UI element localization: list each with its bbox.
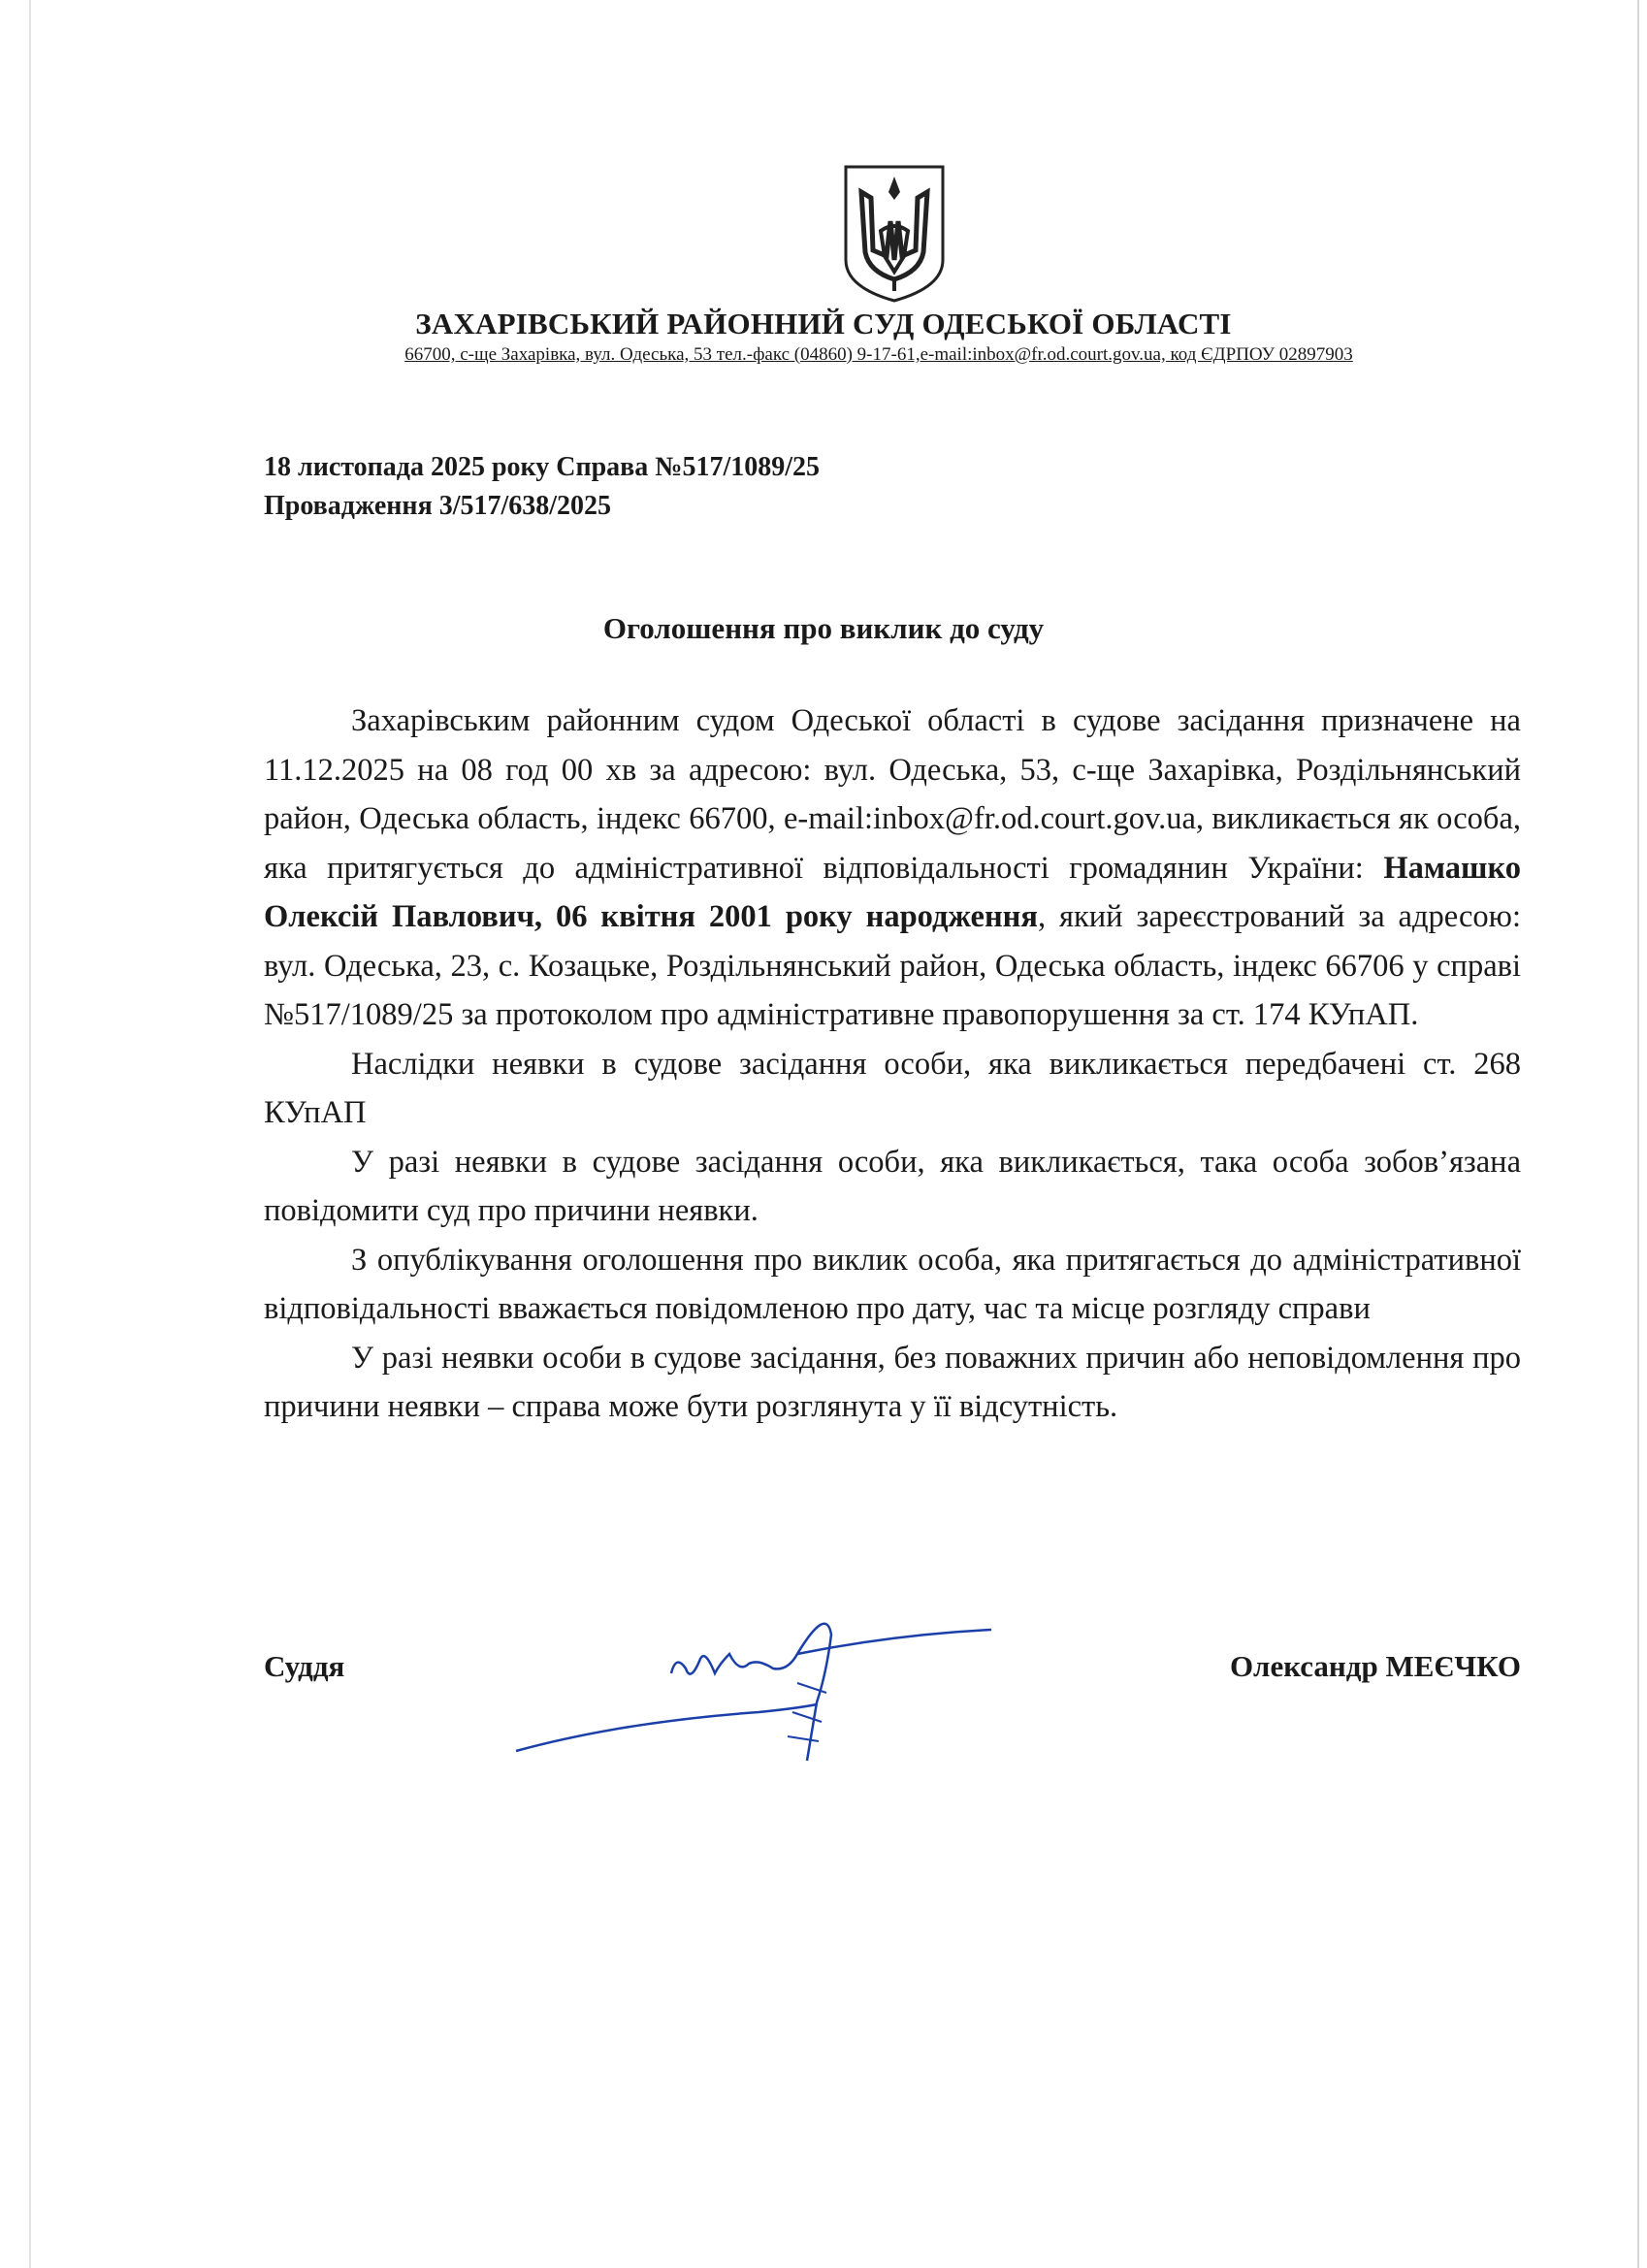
defendant-name: Намашко Олексій Павлович, 06 квітня 2001 року народження: [264, 850, 1521, 934]
handwritten-signature: [506, 1615, 1011, 1780]
summons-text-cont: , який зареєстрований за адресою: вул. Одеська, 23, с. Козацьке, Роздільнянський район, Одеська область, індекс 66706 у справі №517/1089/25 за протоколом про адміністративне правопорушення за ст. 174 КУпАП.: [264, 899, 1521, 1032]
paragraph-consequences: Наслідки неявки в судове засідання особи, яка викликається передбачені ст. 268 КУпАП: [264, 1046, 1521, 1130]
proceeding-number: Провадження 3/517/638/2025: [264, 491, 612, 521]
court-address: 66700, с-ще Захарівка, вул. Одеська, 53 тел.-факс (04860) 9-17-61,e-mail:inbox@fr.od.court.gov.ua, код ЄДРПОУ 02897903: [404, 344, 1353, 365]
judge-label: Суддя: [264, 1649, 345, 1683]
paragraph-publication: З опублікування оголошення про виклик особа, яка притягається до адміністративної відповідальності вважається повідомленою про дату, час та місце розгляду справи: [264, 1242, 1521, 1326]
paragraph-notify: У разі неявки в судове засідання особи, яка викликається, така особа зобов’язана повідомити суд про причини неявки.: [264, 1144, 1521, 1228]
coat-of-arms-trident-icon: [842, 163, 947, 305]
case-meta: [264, 448, 820, 526]
document-title: Оголошення про виклик до суду: [602, 611, 1045, 645]
signature-block: [264, 1649, 1521, 1775]
date-case-number: 18 листопада 2025 року Справа №517/1089/25: [264, 452, 821, 482]
summons-text: Захарівським районним судом Одеської області в судове засідання призначене на 11.12.2025 на 08 год 00 хв за адресою: вул. Одеська, 53, с-ще Захарівка, Роздільнянський район, Одеська область, індекс 66700, e-mail:inbox@fr.od.court.gov.ua, викликається як особа, яка притягується до адміністративної відповідальності громадянин України:: [264, 703, 1521, 886]
court-name: ЗАХАРІВСЬКИЙ РАЙОННИЙ СУД ОДЕСЬКОЇ ОБЛАСТІ: [415, 307, 1232, 340]
judge-name: Олександр МЕЄЧКО: [1229, 1649, 1521, 1683]
paragraph-summons: [264, 697, 1521, 1040]
document-body: [264, 697, 1521, 1432]
paragraph-absence: У разі неявки особи в судове засідання, без поважних причин або неповідомлення про причини неявки – справа може бути розглянута у її відсутність.: [264, 1340, 1521, 1424]
